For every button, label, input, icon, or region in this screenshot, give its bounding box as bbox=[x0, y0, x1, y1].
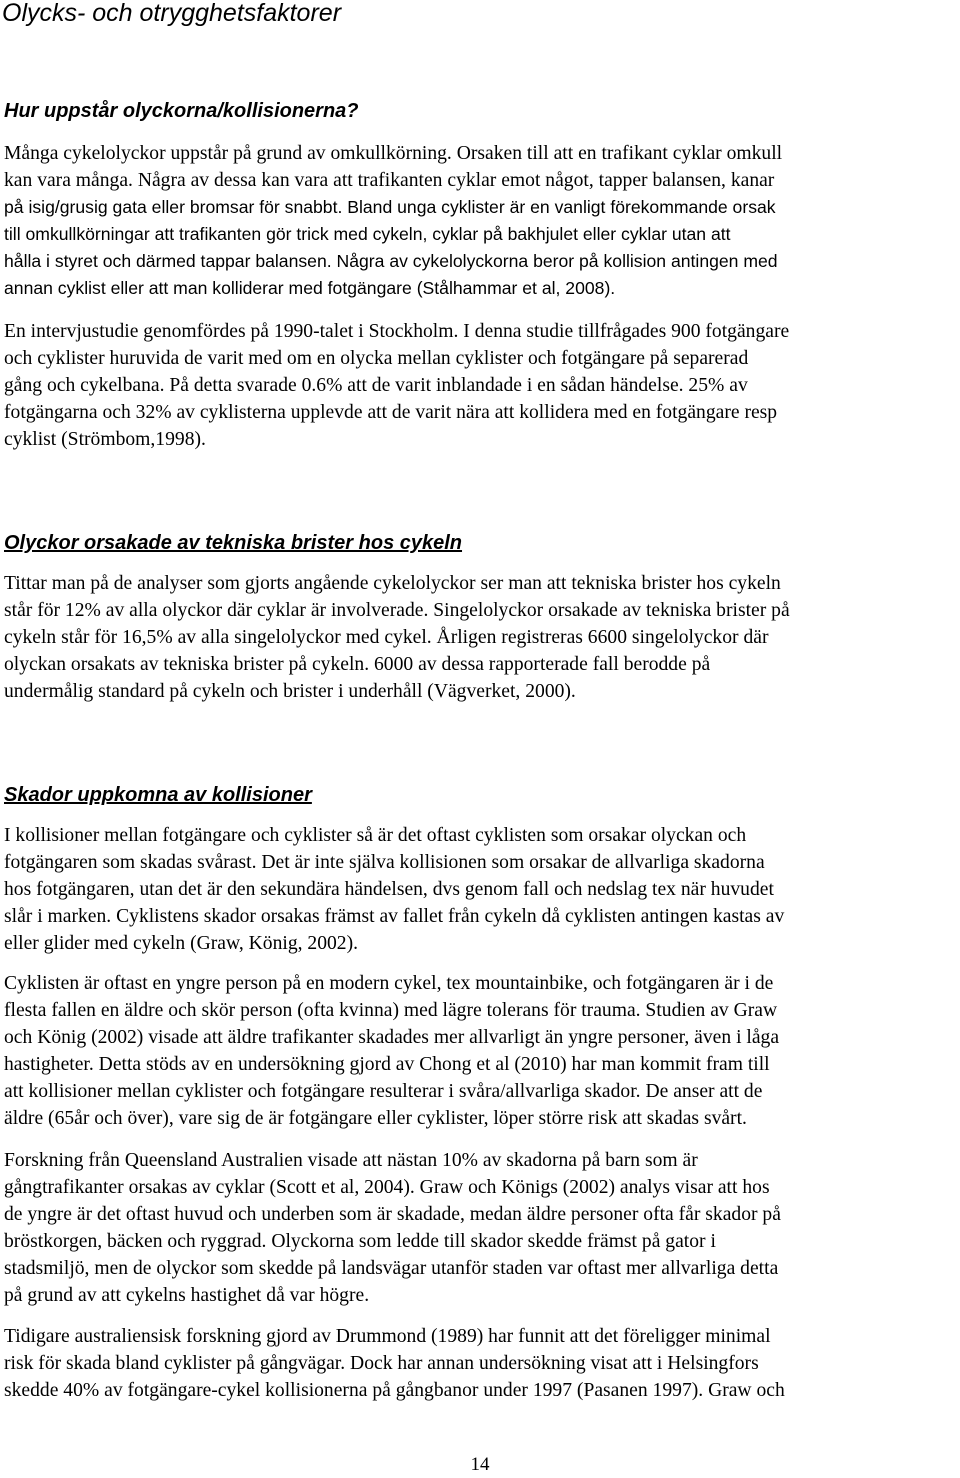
text-line: fotgängaren som skadas svårast. Det är inte själva kollisionen som orsakar de allvarliga skadorna bbox=[4, 852, 765, 873]
paragraph-australian-research bbox=[4, 1323, 958, 1404]
text-line: olyckan orsakats av tekniska brister på cykeln. 6000 av dessa rapporterade fall berodde på bbox=[4, 654, 711, 675]
text-line: att kollisioner mellan cyklister och fotgängare resulterar i svåra/allvarliga skador. De anser att de bbox=[4, 1081, 763, 1102]
text-line: på isig/grusig gata eller bromsar för snabbt. Bland unga cyklister är en vanligt förekommande orsak bbox=[4, 197, 776, 217]
text-line: äldre (65år och över), vare sig de är fotgängare eller cyklister, löper större risk att skadas svårt. bbox=[4, 1108, 747, 1129]
text-line: på grund av att cykelns hastighet då var högre. bbox=[4, 1285, 370, 1306]
text-line: annan cyklist eller att man kolliderar med fotgängare (Stålhammar et al, 2008). bbox=[4, 278, 616, 298]
section-heading-how-accidents-occur bbox=[4, 98, 359, 124]
text-line: hålla i styret och därmed tappar balansen. Några av cykelolyckorna beror på kollision antingen med bbox=[4, 251, 778, 271]
text-line: stadsmiljö, men de olyckor som skedde på landsvägar utanför staden var oftast mer allvarliga detta bbox=[4, 1258, 779, 1279]
text-line: och König (2002) visade att äldre trafikanter skadades mer allvarligt än yngre personer, även i låga bbox=[4, 1027, 780, 1048]
text-line: står för 12% av alla olyckor där cyklar är involverade. Singelolyckor orsakade av tekniska brister på bbox=[4, 600, 790, 621]
text-line: bröstkorgen, bäcken och ryggrad. Olyckorna som ledde till skador skedde främst på gator i bbox=[4, 1231, 716, 1252]
text-line: En intervjustudie genomfördes på 1990-talet i Stockholm. I denna studie tillfrågades 900 fotgängare bbox=[4, 321, 790, 342]
paragraph-causes bbox=[4, 140, 958, 302]
paragraph-collisions bbox=[4, 822, 958, 957]
text-line: Många cykelolyckor uppstår på grund av omkullkörning. Orsaken till att en trafikant cyklar omkull bbox=[4, 143, 783, 164]
text-line: Tidigare australiensisk forskning gjord av Drummond (1989) har funnit att det föreligger minimal bbox=[4, 1326, 771, 1347]
text-line: till omkullkörningar att trafikanten gör trick med cykeln, cyklar på bakhjulet eller cyklar utan att bbox=[4, 224, 731, 244]
text-line: hos fotgängaren, utan det är den sekundära händelsen, dvs genom fall och nedslag tex när huvudet bbox=[4, 879, 774, 900]
text-line: gång och cykelbana. På detta svarade 0.6% att de varit inblandade i en sådan händelse. 25% av bbox=[4, 375, 748, 396]
text-line: kan vara många. Några av dessa kan vara att trafikanten cyklar emot något, tapper balansen, kanar bbox=[4, 170, 775, 191]
text-line: Forskning från Queensland Australien visade att nästan 10% av skadorna på barn som är bbox=[4, 1150, 698, 1171]
text-line: hastigheter. Detta stöds av en undersökning gjord av Chong et al (2010) har man kommit fram till bbox=[4, 1054, 770, 1075]
text-line: de yngre är det oftast huvud och underben som är skadade, medan äldre personer ofta får skador på bbox=[4, 1204, 781, 1225]
text-line: Tittar man på de analyser som gjorts angående cykelolyckor ser man att tekniska brister hos cykeln bbox=[4, 573, 781, 594]
section-heading-injuries bbox=[4, 782, 312, 808]
section-heading-technical-defects bbox=[4, 530, 462, 556]
paragraph-cyclist-profile bbox=[4, 970, 958, 1132]
text-line: undermålig standard på cykeln och brister i underhåll (Vägverket, 2000). bbox=[4, 681, 576, 702]
text-line: och cyklister huruvida de varit med om en olycka mellan cyklister och fotgängare på separerad bbox=[4, 348, 749, 369]
paragraph-technical-defects bbox=[4, 570, 958, 705]
text-line: cyklist (Strömbom,1998). bbox=[4, 429, 206, 450]
text-line: cykeln står för 16,5% av alla singelolyckor med cykel. Årligen registreras 6600 singelolyckor där bbox=[4, 627, 769, 648]
page-number: 14 bbox=[470, 1454, 490, 1475]
text-line: skedde 40% av fotgängare-cykel kollisionerna på gångbanor under 1997 (Pasanen 1997). Graw och bbox=[4, 1380, 785, 1401]
text-line: slår i marken. Cyklistens skador orsakas främst av fallet från cykeln då cyklisten antingen kastas av bbox=[4, 906, 785, 927]
text-line: gångtrafikanter orsakas av cyklar (Scott et al, 2004). Graw och Königs (2002) analys visar att hos bbox=[4, 1177, 770, 1198]
text-line: risk för skada bland cyklister på gångvägar. Dock har annan undersökning visat att i Helsingfors bbox=[4, 1353, 759, 1374]
page-title: Olycks- och otrygghetsfaktorer bbox=[2, 0, 342, 27]
text-line: eller glider med cykeln (Graw, König, 2002). bbox=[4, 933, 359, 954]
text-line: Cyklisten är oftast en yngre person på en modern cykel, tex mountainbike, och fotgängaren är i de bbox=[4, 973, 774, 994]
paragraph-interview-study bbox=[4, 318, 958, 453]
text-line: fotgängarna och 32% av cyklisterna upplevde att de varit nära att kollidera med en fotgängare resp bbox=[4, 402, 778, 423]
section-heading-text: Hur uppstår olyckorna/kollisionerna? bbox=[4, 100, 359, 122]
text-line: flesta fallen en äldre och skör person (ofta kvinna) med lägre tolerans för trauma. Studien av Graw bbox=[4, 1000, 778, 1021]
section-heading-text: Olyckor orsakade av tekniska brister hos cykeln bbox=[4, 532, 463, 554]
paragraph-queensland-research bbox=[4, 1147, 958, 1309]
section-heading-text: Skador uppkomna av kollisioner bbox=[4, 784, 312, 806]
text-line: I kollisioner mellan fotgängare och cyklister så är det oftast cyklisten som orsakar olyckan och bbox=[4, 825, 747, 846]
